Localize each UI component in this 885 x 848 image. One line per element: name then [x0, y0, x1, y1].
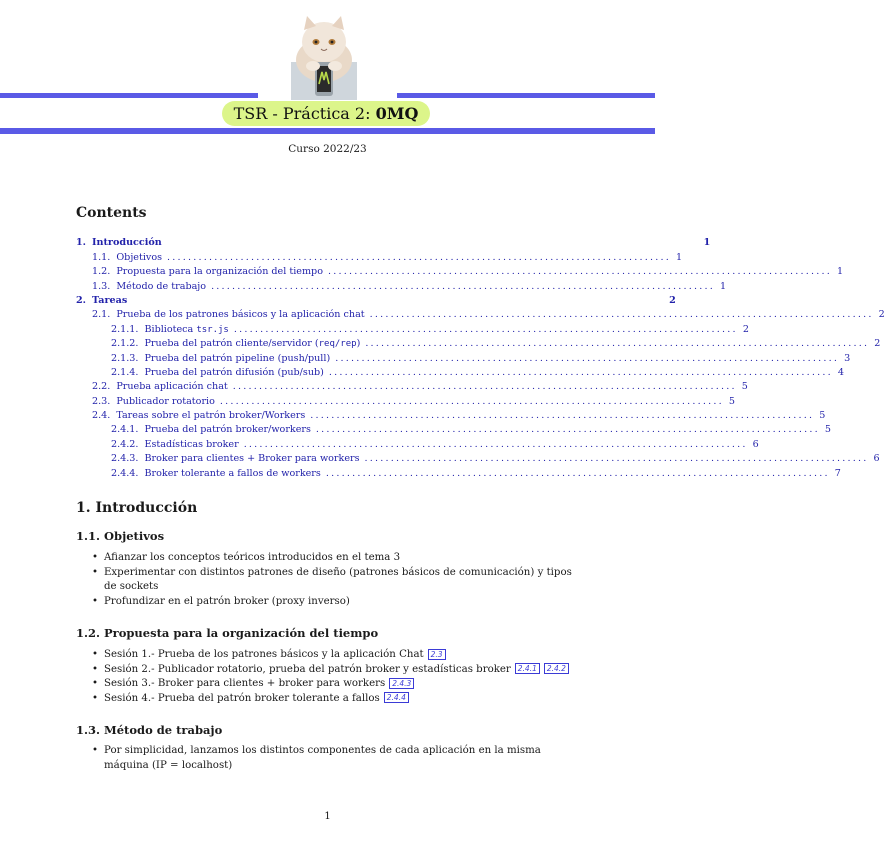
toc-item-patrones-basicos[interactable]: 2.1. Prueba de los patrones básicos y la aplicación chat ................................................................................................ 2 [92, 309, 885, 321]
title-prefix: TSR - Práctica 2: [233, 104, 376, 123]
ref-link-2-4-4[interactable]: 2.4.4 [384, 692, 409, 703]
table-of-contents [76, 234, 885, 479]
section-1-2-heading: 1.2. Propuesta para la organización del tiempo [76, 626, 379, 640]
header-accent-bar-bottom [0, 128, 655, 134]
list-item: • Sesión 2.- Publicador rotatorio, prueba del patrón broker y estadísticas broker 2.4.1 2.4.2 [76, 663, 586, 678]
toc-item-publicador[interactable]: 2.3. Publicador rotatorio ................................................................................................ 5 [92, 395, 735, 407]
toc-item-broker-clientes[interactable]: 2.4.3. Broker para clientes + Broker para workers ................................................................................................ 6 [111, 453, 880, 465]
list-item: • Sesión 1.- Prueba de los patrones básicos y la aplicación Chat 2.3 [76, 648, 586, 663]
toc-item-req-rep[interactable]: 2.1.2. Prueba del patrón cliente/servidor ( req/rep ) ................................................................................................ 2 [111, 338, 881, 350]
contents-heading: Contents [76, 205, 147, 221]
list-item: • Por simplicidad, lanzamos los distintos componentes de cada aplicación en la misma máquina (IP = localhost) [76, 744, 586, 773]
ref-link-2-3[interactable]: 2.3 [428, 649, 446, 660]
section-1-3-heading: 1.3. Método de trabajo [76, 723, 223, 737]
toc-item-metodo[interactable]: 1.3. Método de trabajo ................................................................................................ 1 [92, 280, 727, 292]
toc-item-estadisticas[interactable]: 2.4.2. Estadísticas broker ................................................................................................ 6 [111, 438, 759, 450]
course-subtitle: Curso 2022/23 [288, 143, 367, 155]
page-number: 1 [324, 811, 331, 822]
cat-with-can-image [291, 14, 357, 100]
toc-item-biblioteca[interactable]: 2.1.1. Biblioteca tsr.js ................................................................................................ 2 [111, 323, 749, 335]
section-1-1-heading: 1.1. Objetivos [76, 529, 165, 543]
header-accent-bar-right [397, 93, 655, 98]
toc-item-tareas[interactable]: 2. Tareas 2 [76, 294, 676, 306]
list-item: • Experimentar con distintos patrones de diseño (patrones básicos de comunicación) y tipos de sockets [76, 566, 586, 595]
toc-item-difusion[interactable]: 2.1.4. Prueba del patrón difusión (pub/sub) ................................................................................................ 4 [111, 366, 844, 378]
list-item: • Profundizar en el patrón broker (proxy inverso) [76, 595, 586, 610]
toc-item-pipeline[interactable]: 2.1.3. Prueba del patrón pipeline (push/pull) ................................................................................................ 3 [111, 352, 851, 364]
list-item: • Sesión 3.- Broker para clientes + broker para workers 2.4.3 [76, 677, 586, 692]
section-1-heading: 1. Introducción [76, 500, 198, 516]
objetivos-list [76, 551, 586, 609]
toc-item-propuesta[interactable]: 1.2. Propuesta para la organización del tiempo ................................................................................................ 1 [92, 266, 844, 278]
header-accent-bar-left [0, 93, 258, 98]
toc-item-objetivos[interactable]: 1.1. Objetivos ................................................................................................ 1 [92, 251, 683, 263]
toc-item-tareas-broker[interactable]: 2.4. Tareas sobre el patrón broker/Workers ................................................................................................ 5 [92, 410, 826, 422]
sesiones-list [76, 648, 586, 706]
metodo-list [76, 744, 586, 773]
toc-item-introduccion[interactable]: 1. Introducción 1 [76, 237, 711, 249]
list-item: • Afianzar los conceptos teóricos introducidos en el tema 3 [76, 551, 586, 566]
document-title [222, 101, 430, 126]
ref-link-2-4-1[interactable]: 2.4.1 [515, 663, 540, 674]
toc-item-chat[interactable]: 2.2. Prueba aplicación chat ................................................................................................ 5 [92, 381, 748, 393]
toc-item-broker-workers[interactable]: 2.4.1. Prueba del patrón broker/workers ................................................................................................ 5 [111, 424, 831, 436]
ref-link-2-4-3[interactable]: 2.4.3 [389, 678, 414, 689]
ref-link-2-4-2[interactable]: 2.4.2 [544, 663, 569, 674]
list-item: • Sesión 4.- Prueba del patrón broker tolerante a fallos 2.4.4 [76, 692, 586, 707]
title-bold: 0MQ [375, 104, 419, 123]
toc-item-broker-tolerante[interactable]: 2.4.4. Broker tolerante a fallos de workers ................................................................................................ 7 [111, 467, 841, 479]
